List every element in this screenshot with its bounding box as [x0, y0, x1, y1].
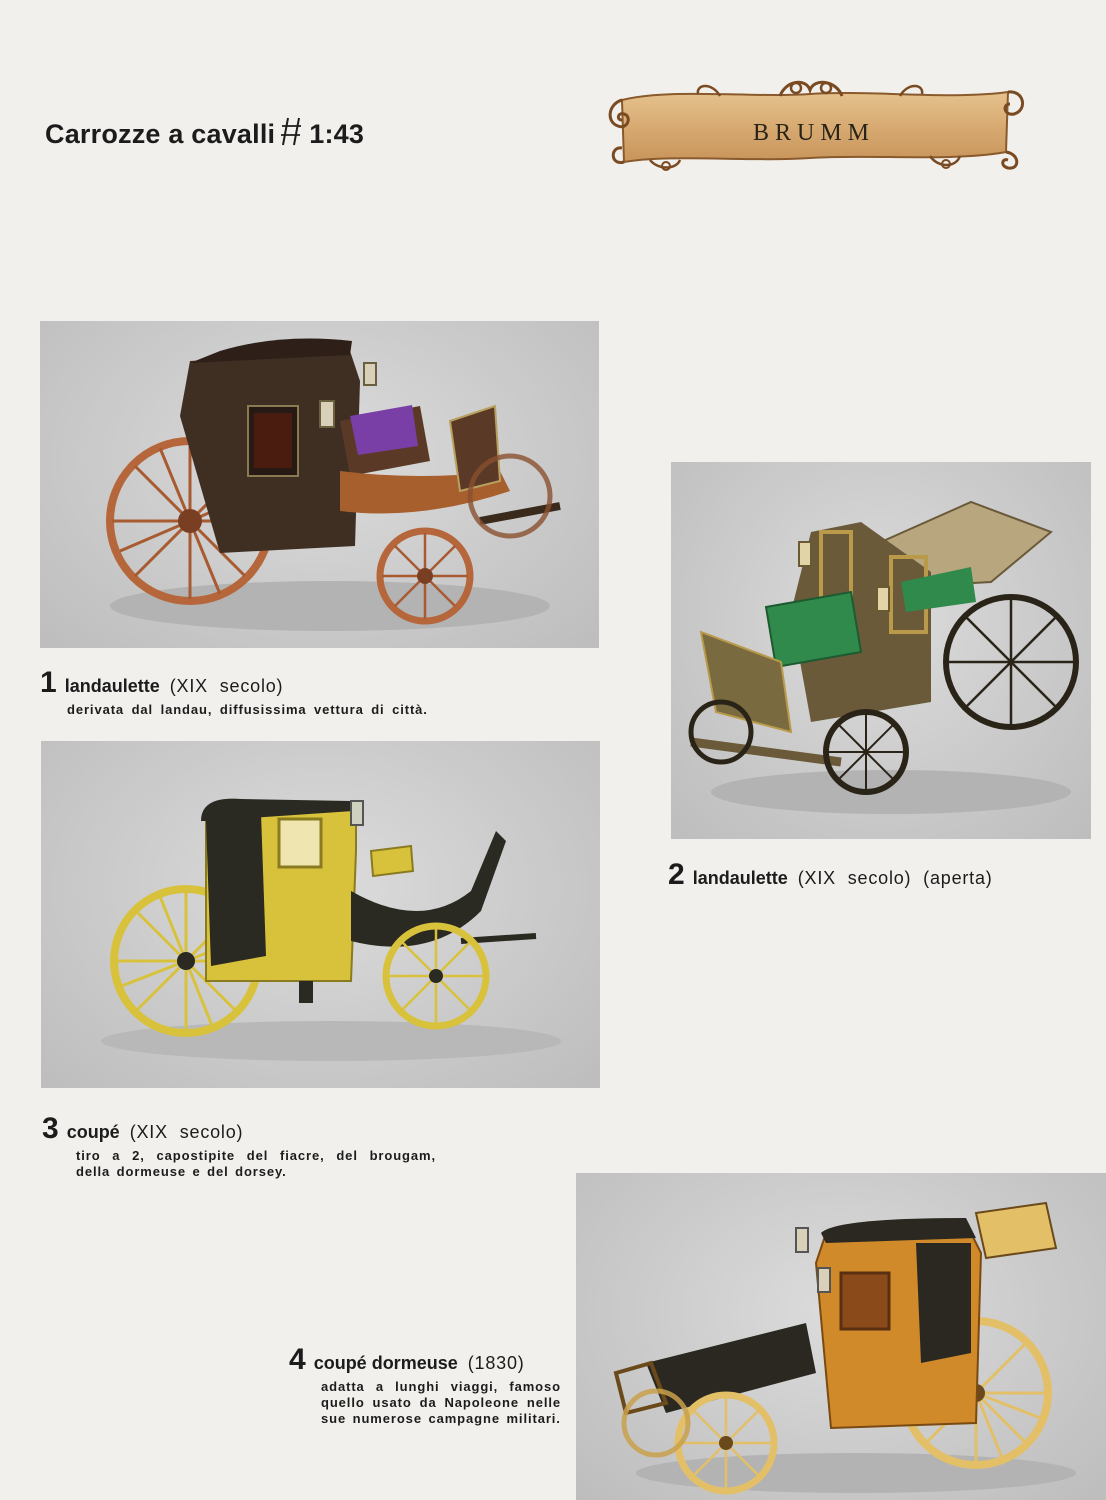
item-description: adatta a lunghi viaggi, famoso quello usato da Napoleone nelle sue numerose campagne militari. — [321, 1379, 561, 1426]
ladder-icon — [279, 116, 303, 153]
page-title-text: Carrozze a cavalli — [45, 119, 276, 149]
carriage-illustration-2 — [671, 462, 1091, 839]
item-period: (XIX secolo) — [129, 1122, 244, 1142]
photo-coupe — [41, 741, 600, 1088]
scale-label: 1:43 — [309, 119, 365, 149]
caption-item-4 — [289, 1345, 561, 1427]
item-name: coupé — [66, 1122, 120, 1142]
item-description: derivata dal landau, diffusissima vettura di città. — [67, 702, 428, 717]
item-period: (XIX secolo) — [169, 676, 284, 696]
brand-banner — [600, 70, 1028, 178]
photo-landaulette-open — [671, 462, 1091, 839]
item-number: 3 — [42, 1112, 59, 1145]
caption-item-2 — [668, 860, 993, 890]
carriage-illustration-4 — [576, 1173, 1106, 1500]
caption-item-3 — [42, 1114, 436, 1180]
item-number: 1 — [40, 666, 57, 699]
caption-heading — [289, 1345, 561, 1375]
caption-heading — [42, 1114, 436, 1144]
item-number: 4 — [289, 1343, 306, 1376]
photo-coupe-dormeuse — [576, 1173, 1106, 1500]
carriage-illustration-3 — [41, 741, 600, 1088]
item-period: (1830) — [467, 1353, 525, 1373]
carriage-illustration-1 — [40, 321, 599, 648]
item-period: (XIX secolo) (aperta) — [797, 868, 993, 888]
item-description: tiro a 2, capostipite del fiacre, del brougam, della dormeuse e del dorsey. — [76, 1148, 436, 1179]
item-name: coupé dormeuse — [313, 1353, 458, 1373]
scroll-banner-graphic — [600, 70, 1028, 178]
caption-heading — [40, 668, 527, 698]
page-title — [45, 116, 364, 153]
caption-item-1 — [40, 668, 527, 718]
caption-heading — [668, 860, 993, 890]
brand-text: BRUMM — [752, 120, 876, 146]
item-name: landaulette — [692, 868, 788, 888]
item-number: 2 — [668, 858, 685, 891]
photo-landaulette — [40, 321, 599, 648]
item-name: landaulette — [64, 676, 160, 696]
